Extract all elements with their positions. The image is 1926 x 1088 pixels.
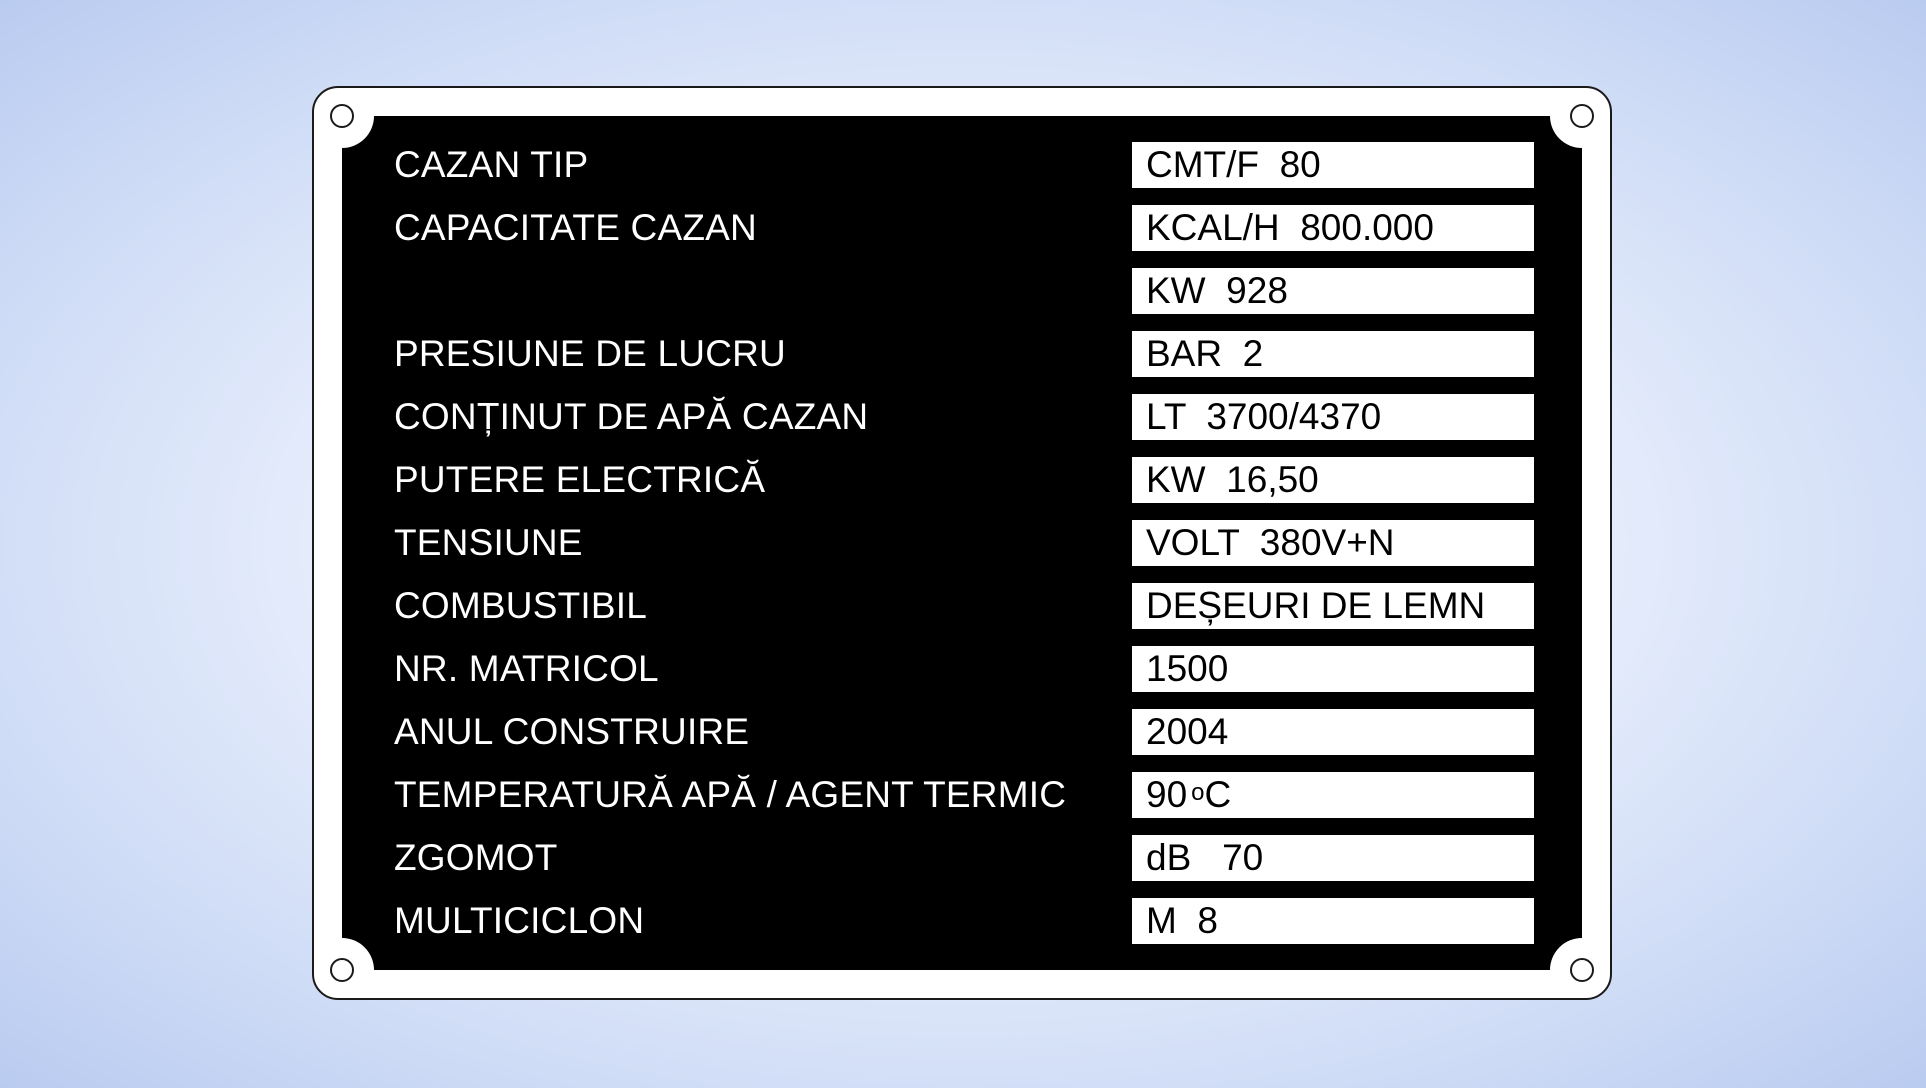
spec-label: COMBUSTIBIL — [394, 585, 648, 626]
spec-label: ANUL CONSTRUIRE — [394, 711, 750, 752]
spec-value: VOLT 380V+N — [1146, 522, 1395, 563]
temperature-unit: C — [1204, 774, 1232, 815]
spec-row-fuel — [394, 583, 1534, 629]
spec-value-box — [1132, 142, 1534, 188]
spec-value-box — [1132, 898, 1534, 944]
spec-value: LT 3700/4370 — [1146, 396, 1382, 437]
spec-label: CAPACITATE CAZAN — [394, 207, 757, 248]
spec-row-multicyclone — [394, 898, 1534, 944]
spec-row-voltage — [394, 520, 1534, 566]
spec-value: dB 70 — [1146, 837, 1264, 878]
nameplate — [312, 86, 1612, 1000]
spec-value-box — [1132, 331, 1534, 377]
mounting-hole-bottom-left — [330, 958, 354, 982]
degree-symbol: o — [1191, 779, 1205, 806]
spec-value: CMT/F 80 — [1146, 144, 1321, 185]
spec-row-water-content — [394, 394, 1534, 440]
spec-row-capacity-kw — [394, 268, 1534, 314]
spec-value: 2004 — [1146, 711, 1229, 752]
spec-value-box — [1132, 268, 1534, 314]
spec-label: CONȚINUT DE APĂ CAZAN — [394, 396, 869, 437]
temperature-number: 90 — [1146, 774, 1188, 815]
spec-value: BAR 2 — [1146, 333, 1264, 374]
mounting-hole-top-right — [1570, 104, 1594, 128]
spec-row-serial-number — [394, 646, 1534, 692]
spec-row-build-year — [394, 709, 1534, 755]
spec-value-box — [1132, 457, 1534, 503]
mounting-hole-top-left — [330, 104, 354, 128]
spec-label: TENSIUNE — [394, 522, 583, 563]
spec-label: NR. MATRICOL — [394, 648, 659, 689]
spec-row-temperature — [394, 772, 1534, 818]
spec-label: ZGOMOT — [394, 837, 558, 878]
spec-value-box — [1132, 772, 1534, 818]
spec-value: 1500 — [1146, 648, 1229, 689]
spec-value — [1146, 775, 1231, 815]
spec-value-box — [1132, 520, 1534, 566]
spec-label: MULTICICLON — [394, 900, 645, 941]
spec-row-electric-power — [394, 457, 1534, 503]
spec-value-box — [1132, 205, 1534, 251]
spec-value-box — [1132, 394, 1534, 440]
spec-row-type — [394, 142, 1534, 188]
spec-value: M 8 — [1146, 900, 1218, 941]
spec-value-box — [1132, 646, 1534, 692]
spec-value-box — [1132, 709, 1534, 755]
spec-label: PRESIUNE DE LUCRU — [394, 333, 786, 374]
spec-value-box — [1132, 583, 1534, 629]
spec-row-noise — [394, 835, 1534, 881]
spec-row-pressure — [394, 331, 1534, 377]
spec-label: TEMPERATURĂ APĂ / AGENT TERMIC — [394, 774, 1067, 815]
spec-value: KW 16,50 — [1146, 459, 1319, 500]
spec-value: KW 928 — [1146, 270, 1288, 311]
spec-label: PUTERE ELECTRICĂ — [394, 459, 766, 500]
spec-value: KCAL/H 800.000 — [1146, 207, 1434, 248]
spec-label: CAZAN TIP — [394, 144, 589, 185]
mounting-hole-bottom-right — [1570, 958, 1594, 982]
spec-row-capacity — [394, 205, 1534, 251]
spec-value-box — [1132, 835, 1534, 881]
spec-value: DEȘEURI DE LEMN — [1146, 585, 1486, 626]
